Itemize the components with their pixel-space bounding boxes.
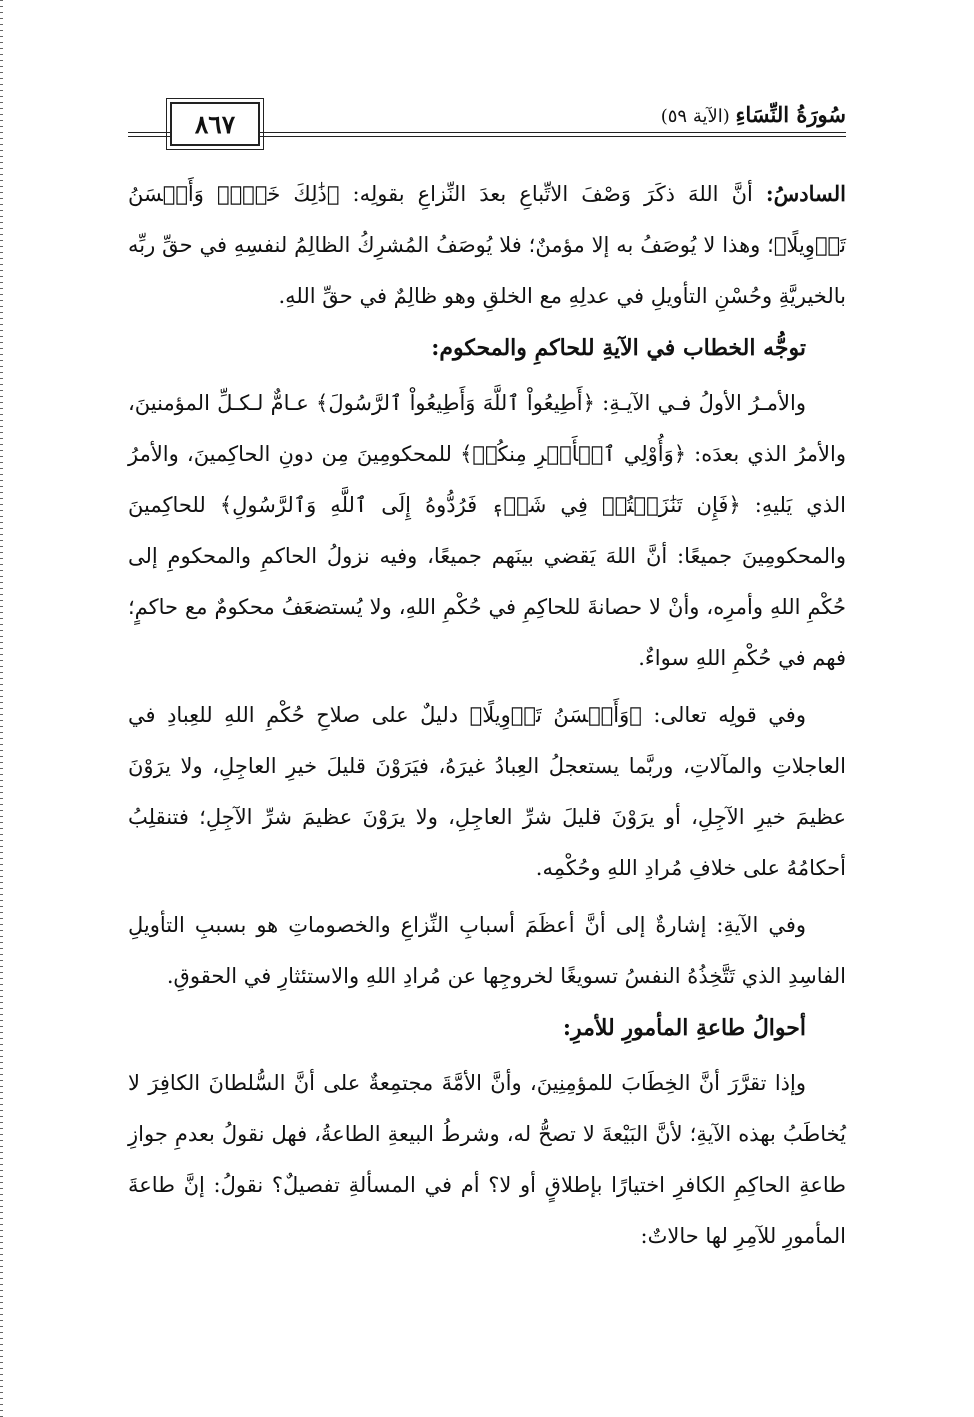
page-header [128, 100, 846, 148]
running-title [651, 102, 846, 127]
paragraph-first-command: والأمـرُ الأولُ فـي الآيـةِ: ﴿أَطِيعُواْ ٱللَّهَ وَأَطِيعُواْ ٱلرَّسُولَ﴾ عـامٌّ لـكـلِّ المؤمنينَ، والأمرُ الذي بعدَه: ﴿وَأُوْلِي ٱلۡأَمۡرِ مِنكُمۡ﴾ للمحكومِينَ مِن دونِ الحاكِمينَ، والأمرُ الذي يَليهِ: ﴿فَإِن تَنَٰزَعۡتُمۡ فِي شَيۡءٖ فَرُدُّوهُ إِلَى ٱللَّهِ وَٱلرَّسُولِ﴾ للحاكِمينَ والمحكومِينَ جميعًا: أنَّ اللهَ يَقضي بينَهم جميعًا، وفيه نزولُ الحاكمِ والمحكومِ إلى حُكْمِ اللهِ وأمرِه، وأنْ لا حصانةَ للحاكِمِ في حُكْمِ اللهِ، ولا يُستضعَفُ محكومٌ مع حاكمٍ؛ فهم في حُكْمِ اللهِ سواءٌ. [128, 391, 846, 670]
sura-name: سُورَةُ النِّسَاءِ [735, 102, 846, 127]
scan-edge [0, 0, 3, 1417]
section-heading-address: توجُّه الخطاب في الآيةِ للحاكمِ والمحكوم: [431, 335, 806, 361]
page-number [170, 102, 260, 146]
paragraph-text: أنَّ اللهَ ذكَرَ وَصْفَ الاتِّباعِ بعدَ النِّزاعِ بقولِه: ﴿ذَٰلِكَ خَيۡرٞ وَأَحۡسَنُ تَأۡوِيلًا﴾؛ وهذا لا يُوصَفُ به إلا مؤمنٌ؛ فلا يُوصَفُ المُشرِكُ الظالِمُ لنفسِهِ في حقِّ ربِّه بالخيريَّةِ وحُسْنِ التأويلِ في عدلِهِ مع الخلقِ وهو ظالِمٌ في حقِّ اللهِ. [128, 182, 846, 308]
section-heading-obedience: أحوالُ طاعةِ المأمورِ للأمرِ: [562, 1015, 806, 1041]
paragraph-obedience-cases: وإذا تقرَّرَ أنَّ الخِطَابَ للمؤمِنِينَ، وأنَّ الأمَّةَ مجتمِعةٌ على أنَّ السُّلطانَ الكافِرَ لا يُخاطَبُ بهذه الآيةِ؛ لأنَّ البَيْعةَ لا تصحُّ له، وشرطُ البيعةِ الطاعةُ، فهل نقولُ بعدمِ جوازِ طاعةِ الحاكِمِ الكافرِ اختيارًا بإطلاقٍ أو لا؟ أم في المسألةِ تفصيلٌ؟ نقولُ: إنَّ طاعةَ المأمورِ للآمِرِ لها حالاتٌ: [128, 1071, 846, 1248]
paragraph-lead-in: السادسُ: [765, 181, 846, 206]
paragraph-best-interpretation: وفي قولِه تعالى: ﴿وَأَحۡسَنُ تَأۡوِيلًا﴾ دليلٌ على صلاحِ حُكْمِ اللهِ للعِبادِ في العاجلاتِ والمآلاتِ، وربَّما يستعجلُ العِبادُ غيرَهُ، فيَرَوْنَ قليلَ خيرِ العاجِلِ، ولا يرَوْنَ عظيمَ خيرِ الآجِلِ، أو يرَوْنَ قليلَ شرِّ العاجِلِ، ولا يرَوْنَ عظيمَ شرِّ الآجِلِ؛ فتنقلِبُ أحكامُهُ على خلافِ مُرادِ اللهِ وحُكْمِه. [128, 703, 846, 880]
page-body [128, 168, 846, 1268]
paragraph-sixth-point [128, 168, 846, 322]
paragraph-causes-of-dispute: وفي الآيةِ: إشارةٌ إلى أنَّ أعظَمَ أسبابِ النِّزاعِ والخصوماتِ هو بسببِ التأويلِ الفاسِدِ الذي تَتَّخِذُهُ النفسُ تسويغًا لخروجِها عن مُرادِ اللهِ والاستئثارِ في الحقوقِ. [128, 913, 846, 988]
ayah-ref: (الآية ٥٩) [660, 106, 730, 127]
page-number-text: ٨٦٧ [194, 109, 236, 139]
